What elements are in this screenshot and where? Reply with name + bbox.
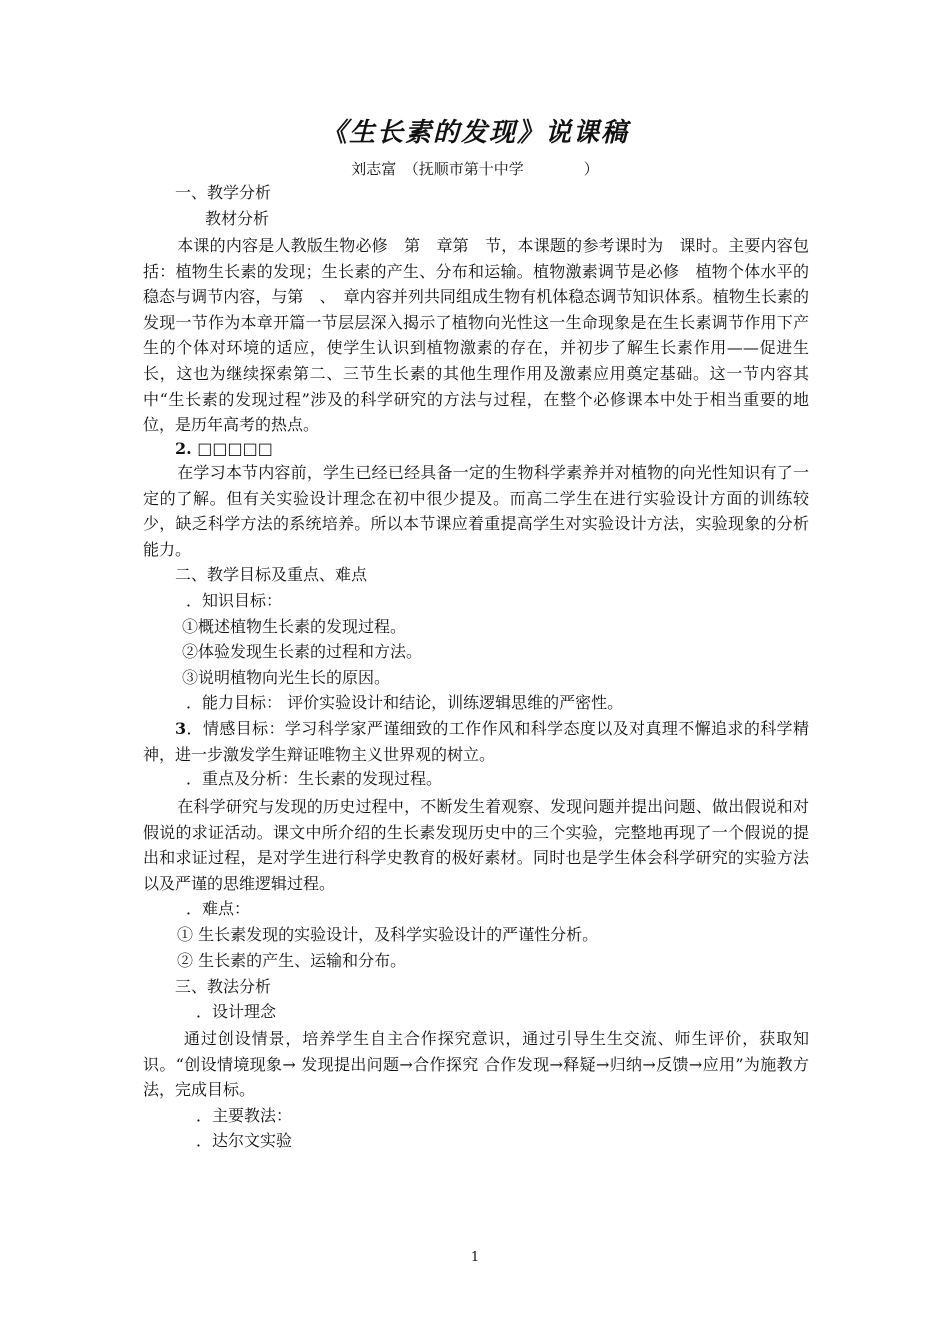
main-methods: ．主要教法： <box>196 1106 293 1125</box>
paragraph-focus-text: 在科学研究与发现的历史过程中，不断发生着观察、发现问题并提出问题、做出假说和对假说的求证活动。课文中所介绍的生长素发现历史中的三个实验，完整地再现了一个假说的提出和求证过程，是对学生进行科学史教育的极好素材。同时也是学生体会科学研究的实验方法以及严谨的思维逻辑过程。 <box>143 797 809 893</box>
paragraph-material <box>143 233 809 438</box>
design-concept: ．设计理念 <box>196 1002 277 1021</box>
emotion-goal <box>143 716 809 767</box>
darwin-experiment: ．达尔文实验 <box>196 1131 293 1150</box>
page-number: 1 <box>470 1250 480 1265</box>
emotion-goal-number: 3 <box>175 719 187 738</box>
paragraph-students <box>143 460 809 562</box>
subsection-student-analysis: 2. □□□□□ <box>175 439 273 458</box>
emotion-goal-text: ．情感目标：学习科学家严谨细致的工作作风和科学态度以及对真理不懈追求的科学精神，进一步激发学生辩证唯物主义世界观的树立。 <box>143 719 809 764</box>
paragraph-method-text: 通过创设情景，培养学生自主合作探究意识，通过引导生生交流、师生评价，获取知识。“创设情境现象→ 发现提出问题→合作探究 合作发现→释疑→归纳→反馈→应用”为施教方法，完成目标。 <box>143 1029 809 1100</box>
section-heading-2: 二、教学目标及重点、难点 <box>175 565 368 584</box>
section-heading-3: 三、教法分析 <box>175 977 272 996</box>
focus-analysis: ．重点及分析：生长素的发现过程。 <box>186 769 443 788</box>
paragraph-material-text: 本课的内容是人教版生物必修 第 章第 节，本课题的参考课时为 课时。主要内容包括：植物生长素的发现；生长素的产生、分布和运输。植物激素调节是必修 植物个体水平的稳态与调节内容，与第 、 章内容并列共同组成生物有机体稳态调节知识体系。植物生长素的发现一节作为本章开篇一节层层深入揭示了植物向光性这一生命现象是在生长素调节作用下产生的个体对环境的适应，使学生认识到植物激素的存在，并初步了解生长素作用——促进生长，这也为继续探索第二、三节生长素的其他生理作用及激素应用奠定基础。这一节内容其中“生长素的发现过程”涉及的科学研究的方法与过程，在整个必修课本中处于相当重要的地位，是历年高考的热点。 <box>143 236 809 435</box>
paragraph-focus <box>143 794 809 896</box>
paragraph-students-text: 在学习本节内容前，学生已经已经具备一定的生物科学素养并对植物的向光性知识有了一定的了解。但有关实验设计理念在初中很少提及。而高二学生在进行实验设计方面的训练较少，缺乏科学方法的系统培养。所以本节课应着重提高学生对实验设计方法，实验现象的分析能力。 <box>143 463 809 559</box>
knowledge-goal-2: ②体验发现生长素的过程和方法。 <box>182 642 423 661</box>
knowledge-goal-label: ．知识目标： <box>186 591 283 610</box>
subsection-material-analysis: 教材分析 <box>205 209 270 228</box>
difficulty-label: ．难点： <box>186 899 251 918</box>
paragraph-method <box>143 1026 809 1103</box>
knowledge-goal-3: ③说明植物向光生长的原因。 <box>182 668 391 687</box>
knowledge-goal-1: ①概述植物生长素的发现过程。 <box>182 617 407 636</box>
difficulty-1: ① 生长素发现的实验设计，及科学实验设计的严谨性分析。 <box>177 925 599 944</box>
ability-goal: ．能力目标： 评价实验设计和结论，训练逻辑思维的严密性。 <box>186 693 624 712</box>
author-line: 刘志富 （抚顺市第十中学 ） <box>351 160 599 178</box>
difficulty-2: ② 生长素的产生、运输和分布。 <box>177 951 407 970</box>
document-title: 《生长素的发现》说课稿 <box>320 118 629 148</box>
section-heading-1: 一、教学分析 <box>175 183 272 202</box>
